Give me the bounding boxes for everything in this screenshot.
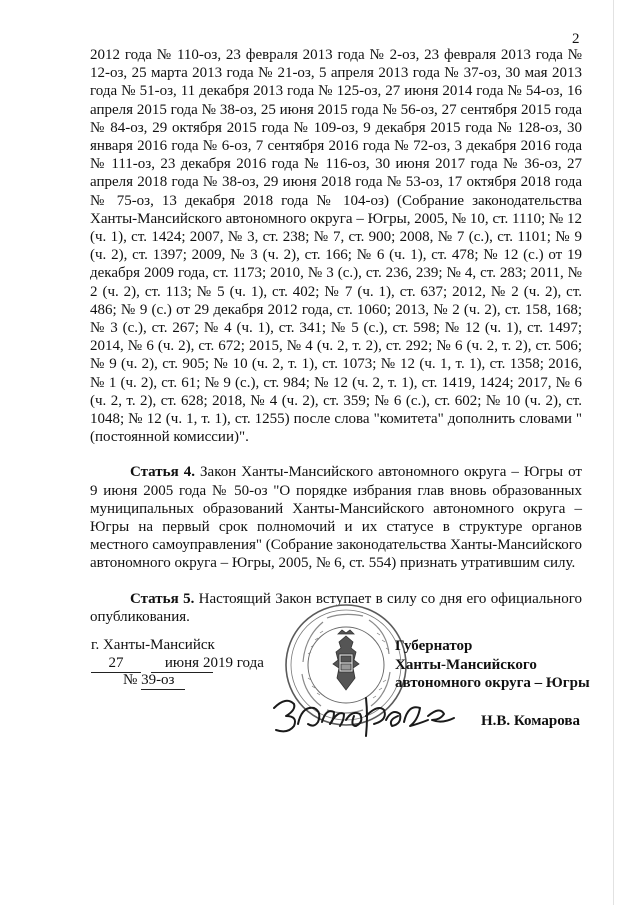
paragraph-continuation: 2012 года № 110-оз, 23 февраля 2013 года № 2-оз, 23 февраля 2013 года № 12-оз, 25 марта 2013 года № 21-оз, 5 апреля 2013 года № 37-оз, 30 мая 2013 года № 51-оз, 11 декабря 2013 года № 125-оз, 27 июня 2014 года № 54-оз, 16 апреля 2015 года № 38-оз, 25 июня 2015 года № 56-оз, 27 сентября 2015 года № 84-оз, 29 октября 2015 года № 109-оз, 9 декабря 2015 года № 128-оз, 30 января 2016 года № 6-оз, 7 сентября 2016 года № 72-оз, 3 декабря 2016 года № 111-оз, 23 декабря 2016 года № 116-оз, 30 июня 2017 года № 36-оз, 27 апреля 2018 года № 38-оз, 29 июня 2018 года № 53-оз, 17 октября 2018 года № 75-оз, 13 декабря 2018 года № 104-оз) (Собрание законодательства Ханты-Мансийского автономного округа – Югры, 2005, № 10, ст. 1110; № 12 (ч. 1), ст. 1424; 2007, № 3, ст. 238; № 7, ст. 900; 2008, № 7 (с.), ст. 1101; № 9 (ч. 2), ст. 1397; 2009, № 3 (ч. 2), ст. 166; № 6 (ч. 1), ст. 478; № 12 (с.) от 19 декабря 2009 года, ст. 1173; 2010, № 3 (с.), ст. 236, 239; № 4, ст. 283; 2011, № 2 (ч. 2), ст. 113; № 5 (ч. 1), ст. 402; № 7 (ч. 1), ст. 637; 2012, № 2 (ч. 2), ст. 486; № 9 (с.) от 29 декабря 2012 года, ст. 1060; 2013, № 2 (ч. 2), ст. 158, 168; № 3 (с.), ст. 267; № 4 (ч. 1), ст. 341; № 5 (с.), ст. 598; № 12 (ч. 1), ст. 1497; 2014, № 6 (ч. 2), ст. 672; 2015, № 4 (ч. 2, т. 2), ст. 292; № 6 (ч. 2, т. 2), ст. 506; № 9 (ч. 2), ст. 905; № 10 (ч. 2, т. 1), ст. 1073; № 12 (ч. 1, т. 1), ст. 1358; 2016, № 1 (ч. 2), ст. 61; № 9 (с.), ст. 984; № 12 (ч. 2, т. 1), ст. 1419, 1424; 2017, № 6 (ч. 2, т. 2), ст. 628; 2018, № 4 (ч. 2), ст. 359; № 6 (с.), ст. 602; № 10 (ч. 2), ст. 1048; № 12 (ч. 1, т. 1), ст. 1255) после слова "комитета" дополнить словами "(постоянной комиссии)". (90, 47, 582, 446)
paragraph-article-4 (90, 463, 582, 572)
governor-title-line-2: Ханты-Мансийского (395, 656, 537, 673)
article-5-label: Статья 5. (130, 590, 195, 607)
law-number-value: 39-оз (141, 672, 185, 690)
signing-date (91, 655, 271, 673)
governor-name: Н.В. Комарова (481, 713, 580, 729)
handwritten-signature-icon (268, 686, 458, 744)
governor-title (395, 637, 590, 693)
law-number-prefix: № (123, 672, 138, 688)
signing-place: г. Ханты-Мансийск (91, 637, 215, 653)
governor-title-line-1: Губернатор (395, 638, 473, 654)
date-day: 27 (91, 655, 141, 673)
date-month: июня (151, 655, 213, 673)
page-number: 2 (572, 31, 580, 47)
governor-title-line-3: автономного округа – Югры (395, 675, 590, 691)
article-5-body: Настоящий Закон вступает в силу со дня его официального опубликования. (90, 590, 582, 625)
law-number (123, 672, 185, 690)
law-text (90, 46, 582, 626)
article-4-body: Закон Ханты-Мансийского автономного округа – Югры от 9 июня 2005 года № 50-оз "О порядке избрания глав вновь образованных муниципальных образований Ханты-Мансийского автономного округа – Югры на первый срок полномочий и их статусе в структуре органов местного самоуправления" (Собрание законодательства Ханты-Мансийского автономного округа – Югры, 2005, № 6, ст. 554) признать утратившим силу. (90, 464, 582, 572)
date-year: 2019 года (203, 655, 264, 671)
article-4-label: Статья 4. (130, 464, 195, 481)
scan-edge-line (613, 0, 614, 905)
